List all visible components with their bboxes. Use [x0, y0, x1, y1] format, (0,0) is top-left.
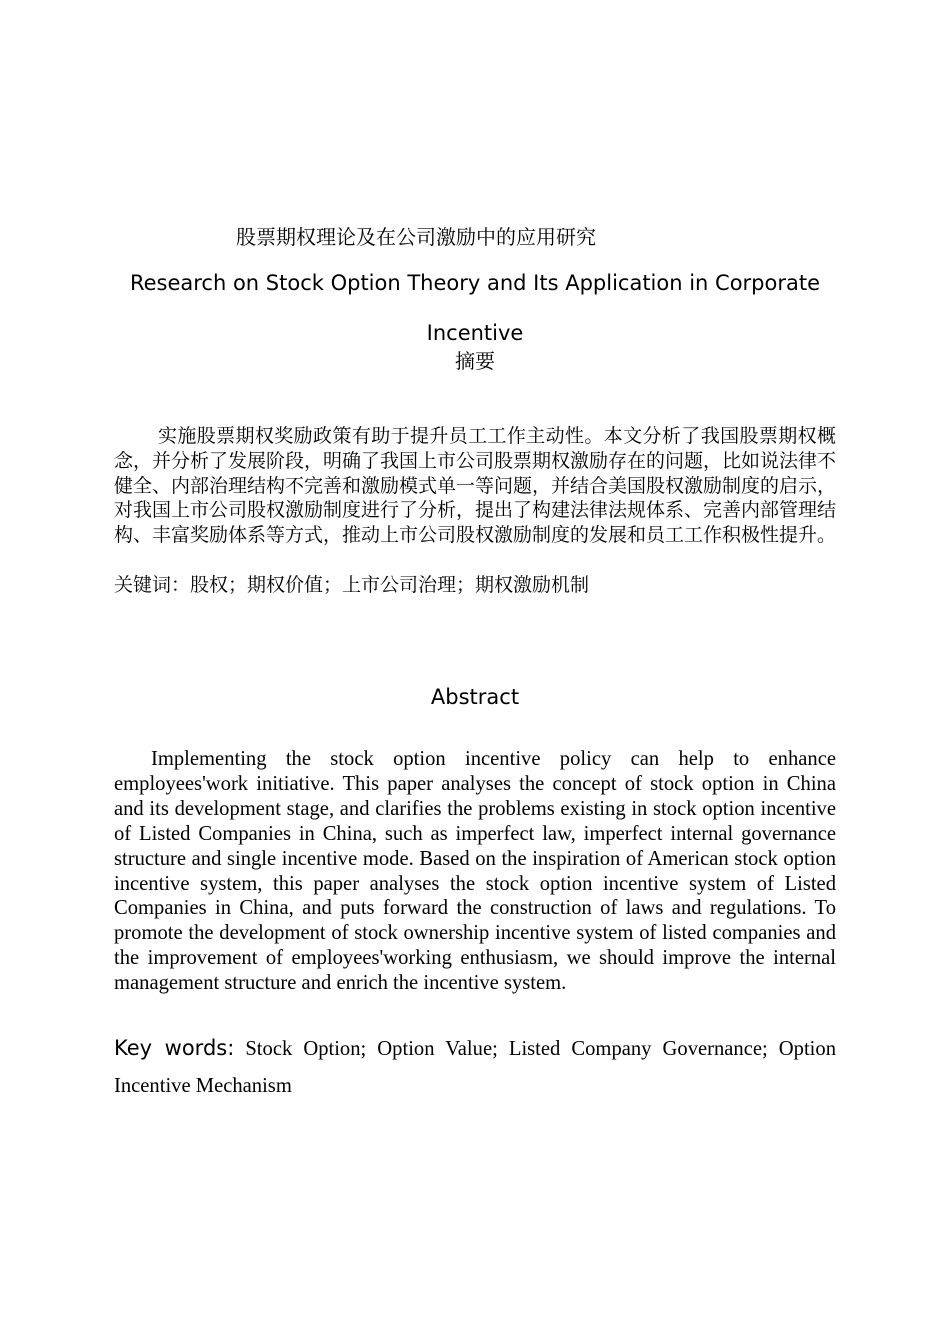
keywords-english: [114, 1030, 836, 1105]
title-english: Research on Stock Option Theory and Its Application in Corporate Incentive: [129, 271, 821, 345]
keywords-english-label: Key words:: [114, 1036, 235, 1060]
title-chinese: 股票期权理论及在公司激励中的应用研究: [236, 225, 596, 249]
keywords-english-list: Stock Option; Option Value; Listed Company Governance; Option Incentive Mechanism: [114, 1038, 836, 1097]
keywords-chinese-list: 股权；期权价值；上市公司治理；期权激励机制: [190, 574, 590, 596]
abstract-english-body: Implementing the stock option incentive policy can help to enhance employees'work initiative. This paper analyses the concept of stock option in China and its development stage, and clarifies the problems existing in stock option incentive of Listed Companies in China, such as imperfect law, imperfect internal governance structure and single incentive mode. Based on the inspiration of American stock option incentive system, this paper analyses the stock option incentive system of Listed Companies in China, and puts forward the construction of laws and regulations. To promote the development of stock ownership incentive system of listed companies and the improvement of employees'working enthusiasm, we should improve the internal management structure and enrich the incentive system.: [114, 748, 836, 995]
keywords-chinese-label: 关键词：: [114, 574, 191, 596]
abstract-chinese-heading: 摘要: [455, 349, 495, 373]
abstract-english-heading: Abstract: [430, 685, 520, 709]
keywords-chinese: [114, 572, 836, 598]
abstract-chinese-body: 实施股票期权奖励政策有助于提升员工工作主动性。本文分析了我国股票期权概念，并分析了发展阶段，明确了我国上市公司股票期权激励存在的问题，比如说法律不健全、内部治理结构不完善和激励模式单一等问题，并结合美国股权激励制度的启示，对我国上市公司股权激励制度进行了分析，提出了构建法律法规体系、完善内部管理结构、丰富奖励体系等方式，推动上市公司股权激励制度的发展和员工工作积极性提升。: [114, 425, 837, 547]
